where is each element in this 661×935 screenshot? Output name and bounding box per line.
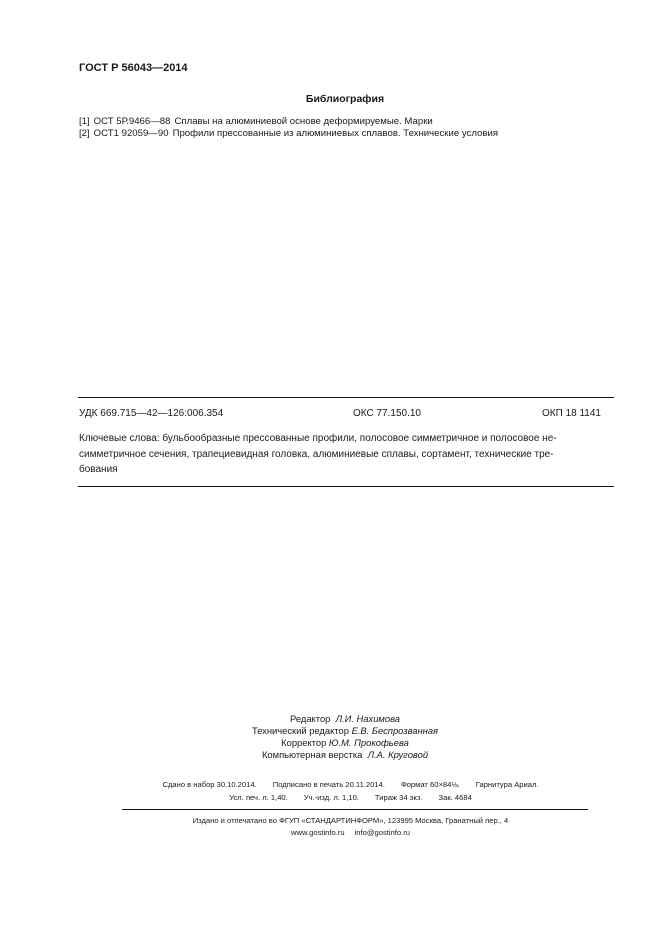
- paper-format: Формат 60×84⅛.: [400, 780, 460, 789]
- bibliography-title: Библиография: [305, 93, 385, 105]
- print-info-line-2: [0, 791, 661, 804]
- print-run: Тираж 34 экз.: [374, 793, 423, 802]
- credit-role: Компьютерная верстка: [261, 749, 363, 760]
- bib-item-title: Сплавы на алюминиевой основе деформируемые. Марки: [174, 116, 433, 127]
- bibliography-item: [79, 128, 502, 140]
- publisher-address: Издано и отпечатано во ФГУП «СТАНДАРТИНФОРМ», 123995 Москва, Гранатный пер., 4: [192, 816, 509, 825]
- credit-tech-editor: [0, 725, 661, 737]
- publisher-website[interactable]: www.gostinfo.ru: [290, 828, 345, 837]
- credit-name: Ю.М. Прокофьева: [328, 737, 409, 748]
- document-code: ГОСТ Р 56043—2014: [79, 62, 188, 74]
- okp-code: ОКП 18 1141: [542, 408, 601, 419]
- publisher-email[interactable]: info@gostinfo.ru: [354, 828, 411, 837]
- print-sign-date: Подписано в печать 20.11.2014.: [272, 780, 385, 789]
- bib-item-title: Профили прессованные из алюминиевых сплавов. Технические условия: [172, 128, 499, 139]
- printed-sheets: Усл. печ. л. 1,40.: [229, 793, 288, 802]
- keywords-block: [79, 431, 614, 478]
- print-info-line-1: [0, 778, 661, 791]
- bib-item-code: ОСТ 5Р.9466—88: [93, 116, 171, 127]
- keywords-line: симметричное сечения, трапециевидная головка, алюминиевые сплавы, сортамент, технические тре-: [79, 448, 554, 460]
- credits-block: [0, 713, 661, 761]
- bibliography-list: [79, 116, 502, 140]
- credit-name: Л.И. Нахимова: [335, 713, 400, 724]
- divider-top: [78, 397, 614, 398]
- divider-imprint: [122, 809, 588, 810]
- credit-role: Технический редактор: [251, 725, 349, 736]
- publisher-block: [0, 815, 661, 839]
- order-number: Зак. 4684: [438, 793, 472, 802]
- keywords-line: бования: [79, 464, 118, 475]
- typeset-date: Сдано в набор 30.10.2014.: [162, 780, 257, 789]
- bib-item-number: [1]: [79, 116, 90, 127]
- credit-role: Редактор: [290, 713, 331, 724]
- credit-layout: [0, 749, 661, 761]
- bib-item-code: ОСТ1 92059—90: [93, 128, 169, 139]
- divider-bottom: [78, 486, 614, 487]
- keywords-line: Ключевые слова: бульбообразные прессованные профили, полосовое симметричное и полосовое не-: [79, 433, 557, 444]
- credit-proofreader: [0, 737, 661, 749]
- publisher-contacts: [0, 827, 661, 839]
- oks-code: ОКС 77.150.10: [353, 408, 421, 419]
- credit-editor: [0, 713, 661, 725]
- udk-code: УДК 669.715—42—126:006.354: [79, 408, 224, 419]
- credit-name: Л.А. Круговой: [367, 749, 429, 760]
- credit-name: Е.В. Беспрозванная: [351, 725, 439, 736]
- bib-item-number: [2]: [79, 128, 90, 139]
- typeface: Гарнитура Ариал.: [475, 780, 539, 789]
- credit-role: Корректор: [281, 737, 327, 748]
- print-info: [0, 778, 661, 804]
- bibliography-item: [79, 116, 502, 128]
- publisher-sheets: Уч.-изд. л. 1,10.: [303, 793, 359, 802]
